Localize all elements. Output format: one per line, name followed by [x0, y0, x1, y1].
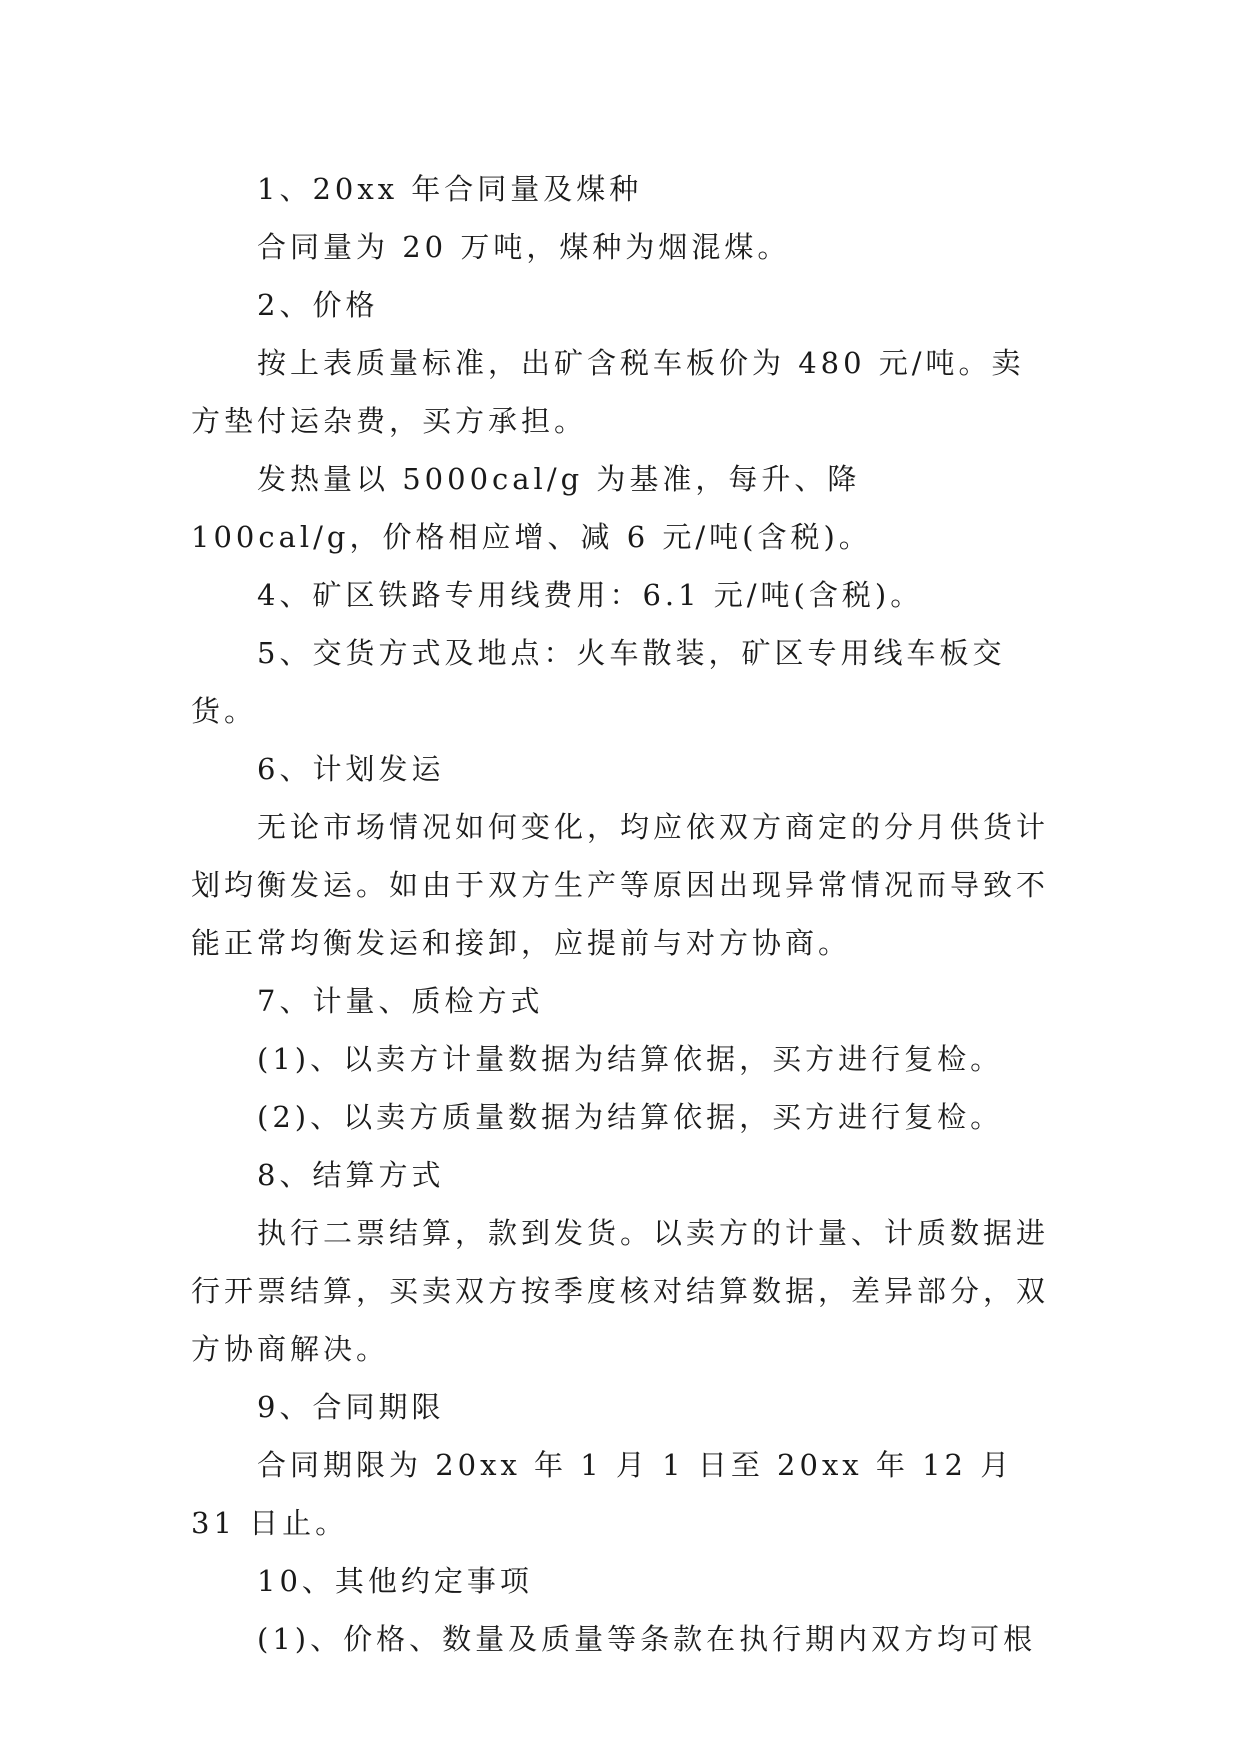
section-heading-price: 2、价格 [257, 288, 379, 322]
section-heading-settlement: 8、结算方式 [257, 1158, 445, 1192]
measurement-item-2: (2)、以卖方质量数据为结算依据，买方进行复检。 [257, 1100, 1004, 1134]
section-heading-measurement: 7、计量、质检方式 [257, 984, 544, 1018]
section-heading-contract-term: 9、合同期限 [257, 1390, 445, 1424]
settlement-text: 执行二票结算，款到发货。以卖方的计量、计质数据进行开票结算，买卖双方按季度核对结算数据，差异部分，双方协商解决。 [191, 1216, 1050, 1366]
section-heading-contract-volume: 1、20xx 年合同量及煤种 [257, 172, 643, 206]
document-body [191, 160, 1051, 1668]
section-heading-other-terms: 10、其他约定事项 [257, 1564, 533, 1598]
section-heading-shipment-plan: 6、计划发运 [257, 752, 445, 786]
railway-fee-text: 4、矿区铁路专用线费用：6.1 元/吨(含税)。 [257, 578, 924, 612]
delivery-method-text: 5、交货方式及地点：火车散装，矿区专用线车板交货。 [191, 636, 1006, 728]
calorific-adjustment-text: 发热量以 5000cal/g 为基准，每升、降 100cal/g，价格相应增、减 6 元/吨(含税)。 [191, 462, 872, 554]
price-text: 按上表质量标准，出矿含税车板价为 480 元/吨。卖方垫付运杂费，买方承担。 [191, 346, 1025, 438]
measurement-item-1: (1)、以卖方计量数据为结算依据，买方进行复检。 [257, 1042, 1004, 1076]
shipment-plan-text: 无论市场情况如何变化，均应依双方商定的分月供货计划均衡发运。如由于双方生产等原因出现异常情况而导致不能正常均衡发运和接卸，应提前与对方协商。 [191, 810, 1050, 960]
other-terms-item-1: (1)、价格、数量及质量等条款在执行期内双方均可根 [257, 1622, 1037, 1656]
contract-term-text: 合同期限为 20xx 年 1 月 1 日至 20xx 年 12 月 31 日止。 [191, 1448, 1014, 1540]
contract-volume-text: 合同量为 20 万吨，煤种为烟混煤。 [257, 230, 791, 264]
